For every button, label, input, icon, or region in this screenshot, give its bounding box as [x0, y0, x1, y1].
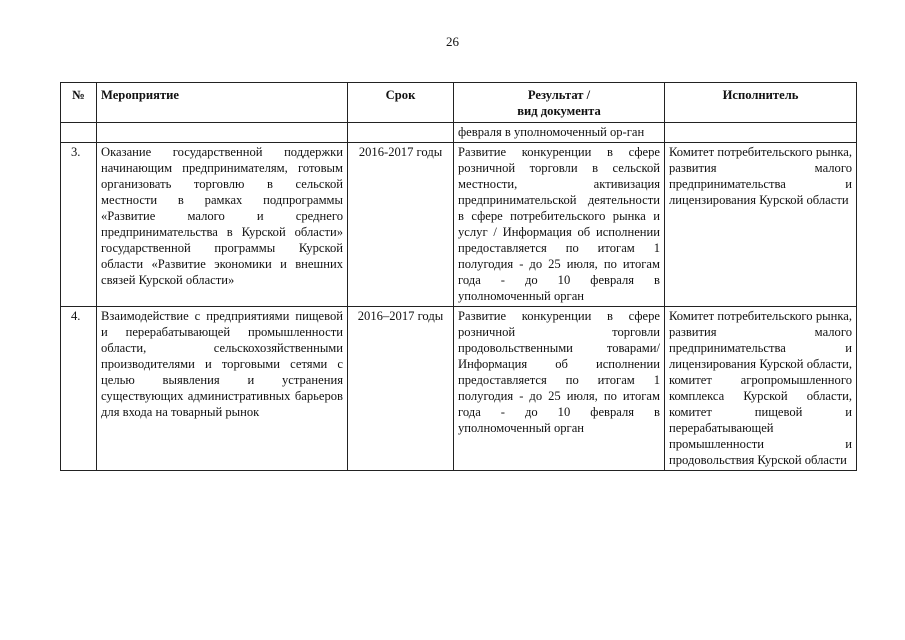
header-result-line2: вид документа	[517, 104, 601, 118]
table-row	[61, 143, 857, 307]
cell-result: февраля в уполномоченный ор-ган	[454, 123, 665, 143]
cell-executor	[665, 123, 857, 143]
cell-term: 2016–2017 годы	[348, 307, 454, 471]
cell-num: 3.	[61, 143, 97, 307]
header-executor: Исполнитель	[665, 83, 857, 123]
header-num: №	[61, 83, 97, 123]
cell-executor: Комитет потребительского рынка, развития малого предпринимательства и лицензирования Курской области	[665, 143, 857, 307]
cell-term: 2016-2017 годы	[348, 143, 454, 307]
cell-result: Развитие конкуренции в сфере розничной торговли в сельской местности, активизация предпринимательской деятельности в сфере потребительского рынка и услуг / Информация об исполнении предоставляется по итогам 1 полугодия - до 25 июля, по итогам года - до 10 февраля в уполномоченный орган	[454, 143, 665, 307]
cell-result: Развитие конкуренции в сфере розничной торговли продовольственными товарами/ Информация об исполнении предоставляется по итогам 1 полугодия - до 25 июля, по итогам года - до 10 февраля в уполномоченный орган	[454, 307, 665, 471]
cell-term	[348, 123, 454, 143]
table-row	[61, 307, 857, 471]
table-header-row	[61, 83, 857, 123]
header-event: Мероприятие	[97, 83, 348, 123]
cell-num: 4.	[61, 307, 97, 471]
header-result	[454, 83, 665, 123]
header-result-line1: Результат /	[527, 88, 591, 102]
cell-num	[61, 123, 97, 143]
events-table	[60, 82, 857, 471]
table-row-continuation	[61, 123, 857, 143]
header-term: Срок	[348, 83, 454, 123]
cell-executor: Комитет потребительского рынка, развития малого предпринимательства и лицензирования Курской области, комитет агропромышленного комплекса Курской области, комитет пищевой и перерабатывающей промышленности и продовольствия Курской области	[665, 307, 857, 471]
cell-event: Оказание государственной поддержки начинающим предпринимателям, готовым организовать торговлю в сельской местности в рамках подпрограммы «Развитие малого и среднего предпринимательства в Курской области» государственной программы Курской области «Развитие экономики и внешних связей Курской области»	[97, 143, 348, 307]
cell-event	[97, 123, 348, 143]
page-number: 26	[446, 34, 459, 49]
cell-event: Взаимодействие с предприятиями пищевой и перерабатывающей промышленности области, сельскохозяйственными производителями и торговыми сетями с целью выявления и устранения существующих административных барьеров для входа на товарный рынок	[97, 307, 348, 471]
